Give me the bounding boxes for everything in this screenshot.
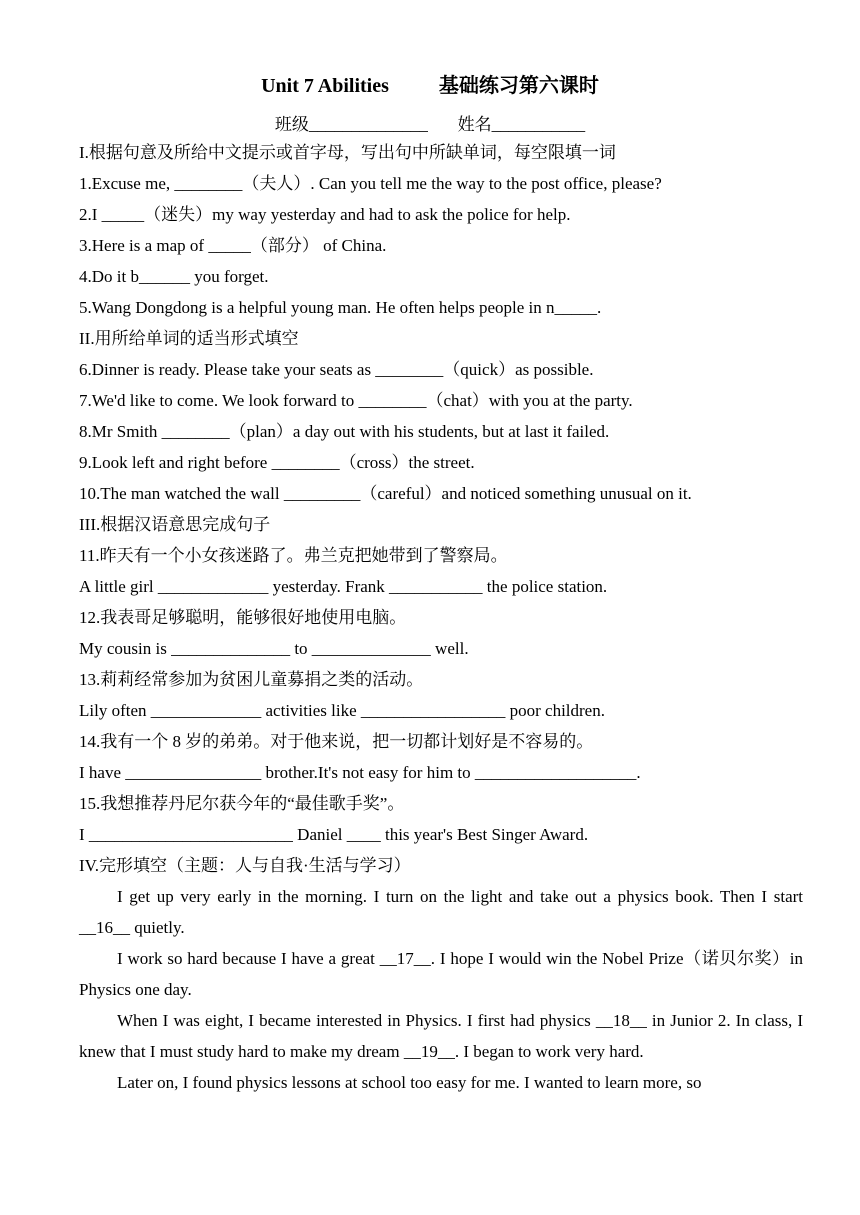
- worksheet-body: [79, 137, 803, 1098]
- question-15-chinese: 15.我想推荐丹尼尔获今年的“最佳歌手奖”。: [79, 794, 405, 813]
- question-3: 3.Here is a map of _____（部分） of China.: [79, 236, 387, 255]
- question-12-english: My cousin is ______________ to ______________ well.: [79, 639, 469, 658]
- page-title: Unit 7 Abilities 基础练习第六课时: [261, 75, 599, 97]
- question-4: 4.Do it b______ you forget.: [79, 267, 269, 286]
- section-heading-4: IV.完形填空（主题：人与自我·生活与学习）: [79, 856, 411, 875]
- question-14-english: I have ________________ brother.It's not easy for him to ___________________.: [79, 763, 641, 782]
- section-heading-3: III.根据汉语意思完成句子: [79, 515, 271, 534]
- question-6: 6.Dinner is ready. Please take your seats as ________（quick）as possible.: [79, 360, 594, 379]
- question-12-chinese: 12.我表哥足够聪明，能够很好地使用电脑。: [79, 608, 407, 627]
- question-15-english: I ________________________ Daniel ____ this year's Best Singer Award.: [79, 825, 589, 844]
- question-5: 5.Wang Dongdong is a helpful young man. He often helps people in n_____.: [79, 298, 602, 317]
- question-9: 9.Look left and right before ________（cross）the street.: [79, 453, 475, 472]
- section-heading-1: I.根据句意及所给中文提示或首字母，写出句中所缺单词，每空限填一词: [79, 143, 616, 162]
- class-name-line: 班级______________ 姓名___________: [274, 115, 586, 134]
- question-8: 8.Mr Smith ________（plan）a day out with his students, but at last it failed.: [79, 422, 610, 441]
- question-14-chinese: 14.我有一个 8 岁的弟弟。对于他来说，把一切都计划好是不容易的。: [79, 732, 594, 751]
- question-13-chinese: 13.莉莉经常参加为贫困儿童募捐之类的活动。: [79, 670, 424, 689]
- cloze-paragraph-4: Later on, I found physics lessons at school too easy for me. I wanted to learn more, so: [117, 1073, 702, 1092]
- question-13-english: Lily often _____________ activities like _________________ poor children.: [79, 701, 605, 720]
- question-11-chinese: 11.昨天有一个小女孩迷路了。弗兰克把她带到了警察局。: [79, 546, 508, 565]
- cloze-paragraph-2: I work so hard because I have a great __17__. I hope I would win the Nobel Prize（诺贝尔奖）in Physics one day.: [79, 949, 803, 999]
- section-heading-2: II.用所给单词的适当形式填空: [79, 329, 299, 348]
- question-10: 10.The man watched the wall _________（careful）and noticed something unusual on it.: [79, 484, 692, 503]
- cloze-paragraph-1: I get up very early in the morning. I turn on the light and take out a physics book. Then I start __16__ quietly.: [79, 887, 803, 937]
- question-1: 1.Excuse me, ________（夫人）. Can you tell me the way to the post office, please?: [79, 174, 662, 193]
- question-11-english: A little girl _____________ yesterday. Frank ___________ the police station.: [79, 577, 608, 596]
- question-2: 2.I _____（迷失）my way yesterday and had to ask the police for help.: [79, 205, 571, 224]
- cloze-paragraph-3: When I was eight, I became interested in Physics. I first had physics __18__ in Junior 2. In class, I knew that I must study hard to make my dream __19__. I began to work very hard.: [79, 1011, 803, 1061]
- question-7: 7.We'd like to come. We look forward to ________（chat）with you at the party.: [79, 391, 633, 410]
